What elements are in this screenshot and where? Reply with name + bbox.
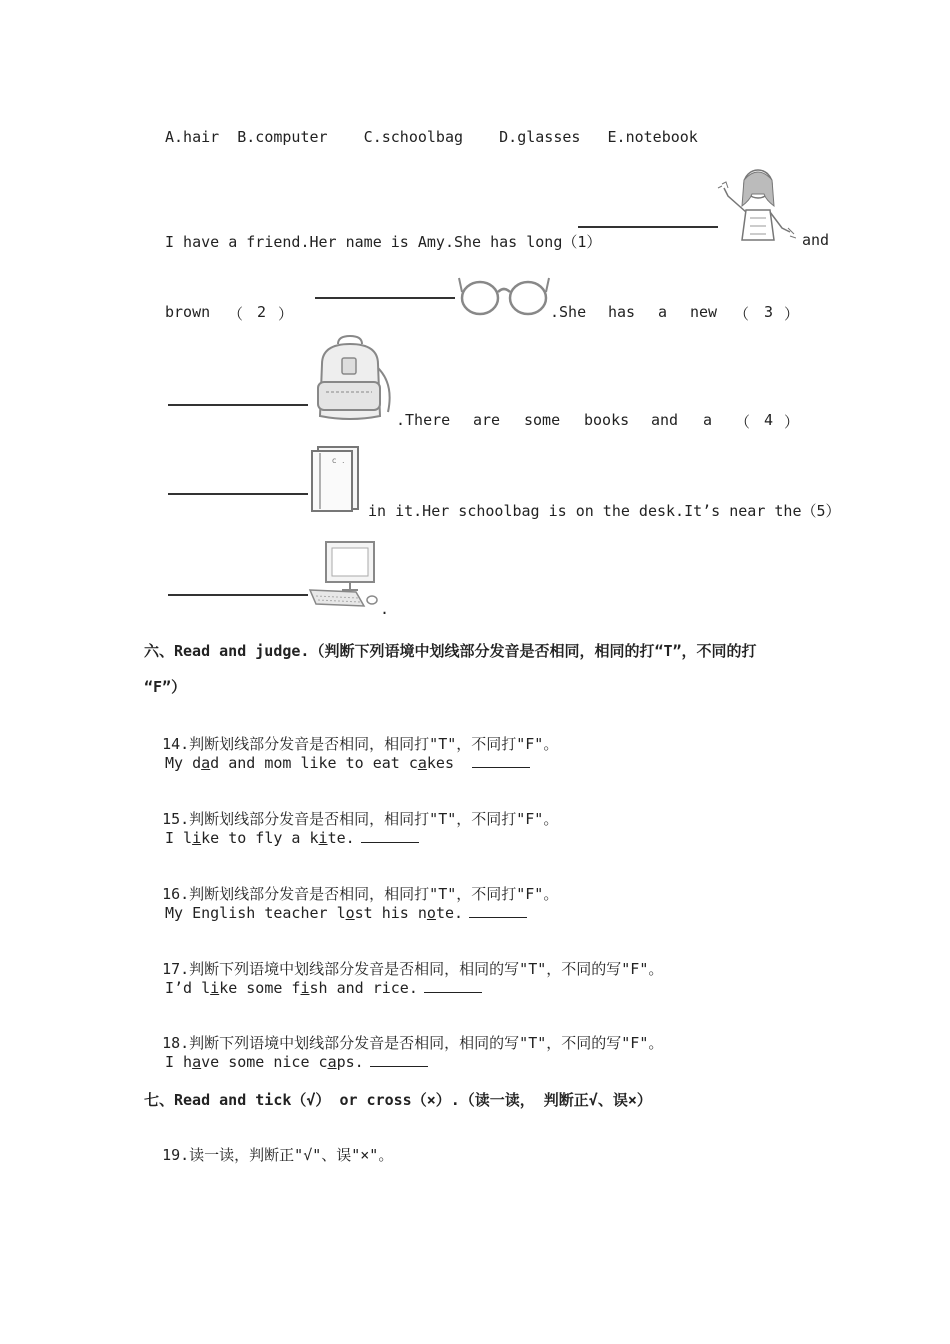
passage-line-1-end: and: [802, 231, 830, 249]
paren-close-2: ）: [278, 305, 294, 323]
answer-blank-15[interactable]: [361, 828, 419, 843]
underlined-letter: a: [201, 754, 211, 772]
answer-blank-4[interactable]: [168, 493, 308, 495]
passage-books: books: [584, 411, 630, 429]
sentence-part: My d: [165, 754, 202, 772]
question-number: 19.: [162, 1146, 190, 1164]
passage-line-4: in it.Her schoolbag is on the desk.It’s near the（5）: [368, 502, 841, 520]
passage-brown: brown: [165, 303, 211, 321]
section-7-title: 七、Read and tick（√） or cross（×）.（读一读， 判断正√、误×）: [144, 1091, 652, 1109]
word-options: A.hair B.computer C.schoolbag D.glasses E.notebook: [165, 128, 698, 146]
question-18: [144, 1014, 663, 1053]
underlined-letter: o: [426, 904, 436, 922]
answer-blank-5[interactable]: [168, 594, 308, 596]
blank-number-2: 2: [257, 303, 267, 321]
passage-has: has: [608, 303, 636, 321]
question-15-sentence: [165, 828, 419, 847]
sentence-part: kes: [426, 754, 454, 772]
girl-waving-icon: [716, 166, 796, 246]
question-17-sentence: [165, 978, 482, 997]
svg-text:c: c: [332, 456, 337, 465]
paren-open-4: （: [735, 413, 751, 431]
blank-number-4: 4: [764, 411, 774, 429]
sentence-part: ke to fly a k: [201, 829, 319, 847]
question-number: 15.: [162, 810, 190, 828]
paren-open-2: （: [228, 305, 244, 323]
underlined-letter: i: [192, 829, 202, 847]
glasses-icon: [458, 272, 550, 318]
question-number: 16.: [162, 885, 190, 903]
passage-are: are: [473, 411, 501, 429]
sentence-part: ve some nice c: [201, 1053, 328, 1071]
paren-close-3: ）: [784, 305, 800, 323]
answer-blank-18[interactable]: [370, 1052, 428, 1067]
sentence-part: te.: [435, 904, 464, 922]
underlined-letter: a: [327, 1053, 337, 1071]
paren-open-3: （: [734, 305, 750, 323]
question-15: [144, 790, 558, 829]
sentence-part: ke some f: [219, 979, 301, 997]
blank-number-3: 3: [764, 303, 774, 321]
question-19: [144, 1126, 393, 1165]
sentence-part: d and mom like to eat c: [210, 754, 418, 772]
passage-there: .There: [396, 411, 451, 429]
question-prompt: 判断划线部分发音是否相同，相同打"T"，不同打"F"。: [189, 810, 559, 828]
computer-icon: [306, 540, 388, 610]
underlined-letter: i: [300, 979, 310, 997]
question-16-sentence: [165, 903, 527, 922]
answer-blank-3[interactable]: [168, 404, 308, 406]
sentence-part: st his n: [354, 904, 427, 922]
question-prompt: 判断下列语境中划线部分发音是否相同，相同的写"T"，不同的写"F"。: [189, 1034, 664, 1052]
passage-line-1: I have a friend.Her name is Amy.She has long（1）: [165, 233, 602, 251]
question-number: 14.: [162, 735, 190, 753]
question-14: [144, 715, 558, 754]
svg-text:.: .: [342, 456, 345, 465]
underlined-letter: o: [345, 904, 355, 922]
question-number: 17.: [162, 960, 190, 978]
section-6-title-cont: “F”）: [144, 678, 187, 696]
passage-a: a: [658, 303, 668, 321]
sentence-part: te.: [327, 829, 355, 847]
sentence-part: ps.: [336, 1053, 364, 1071]
answer-blank-17[interactable]: [424, 978, 482, 993]
passage-new: new: [690, 303, 718, 321]
question-prompt: 读一读，判断正"√"、误"×"。: [189, 1146, 394, 1164]
underlined-letter: i: [318, 829, 328, 847]
question-14-sentence: [165, 753, 530, 772]
question-prompt: 判断下列语境中划线部分发音是否相同，相同的写"T"，不同的写"F"。: [189, 960, 664, 978]
sentence-part: My English teacher l: [165, 904, 346, 922]
question-prompt: 判断划线部分发音是否相同，相同打"T"，不同打"F"。: [189, 885, 559, 903]
passage-a-2: a: [703, 411, 713, 429]
underlined-letter: a: [417, 754, 427, 772]
schoolbag-icon: [308, 334, 398, 424]
answer-blank-1[interactable]: [578, 226, 718, 228]
question-17: [144, 940, 663, 979]
underlined-letter: i: [210, 979, 220, 997]
passage-and: and: [651, 411, 679, 429]
answer-blank-2[interactable]: [315, 297, 455, 299]
question-16: [144, 865, 558, 904]
passage-she: .She: [550, 303, 587, 321]
question-18-sentence: [165, 1052, 428, 1071]
question-number: 18.: [162, 1034, 190, 1052]
sentence-part: I’d l: [165, 979, 211, 997]
sentence-part: I l: [165, 829, 193, 847]
sentence-part: sh and rice.: [309, 979, 418, 997]
answer-blank-16[interactable]: [469, 903, 527, 918]
question-prompt: 判断划线部分发音是否相同，相同打"T"，不同打"F"。: [189, 735, 559, 753]
answer-blank-14[interactable]: [472, 753, 530, 768]
passage-period: .: [380, 600, 390, 618]
passage-some: some: [524, 411, 561, 429]
notebook-icon: [308, 443, 362, 513]
section-6-title: 六、Read and judge.（判断下列语境中划线部分发音是否相同，相同的打“T”，不同的打: [144, 642, 757, 660]
underlined-letter: a: [192, 1053, 202, 1071]
sentence-part: I h: [165, 1053, 193, 1071]
paren-close-4: ）: [784, 413, 800, 431]
